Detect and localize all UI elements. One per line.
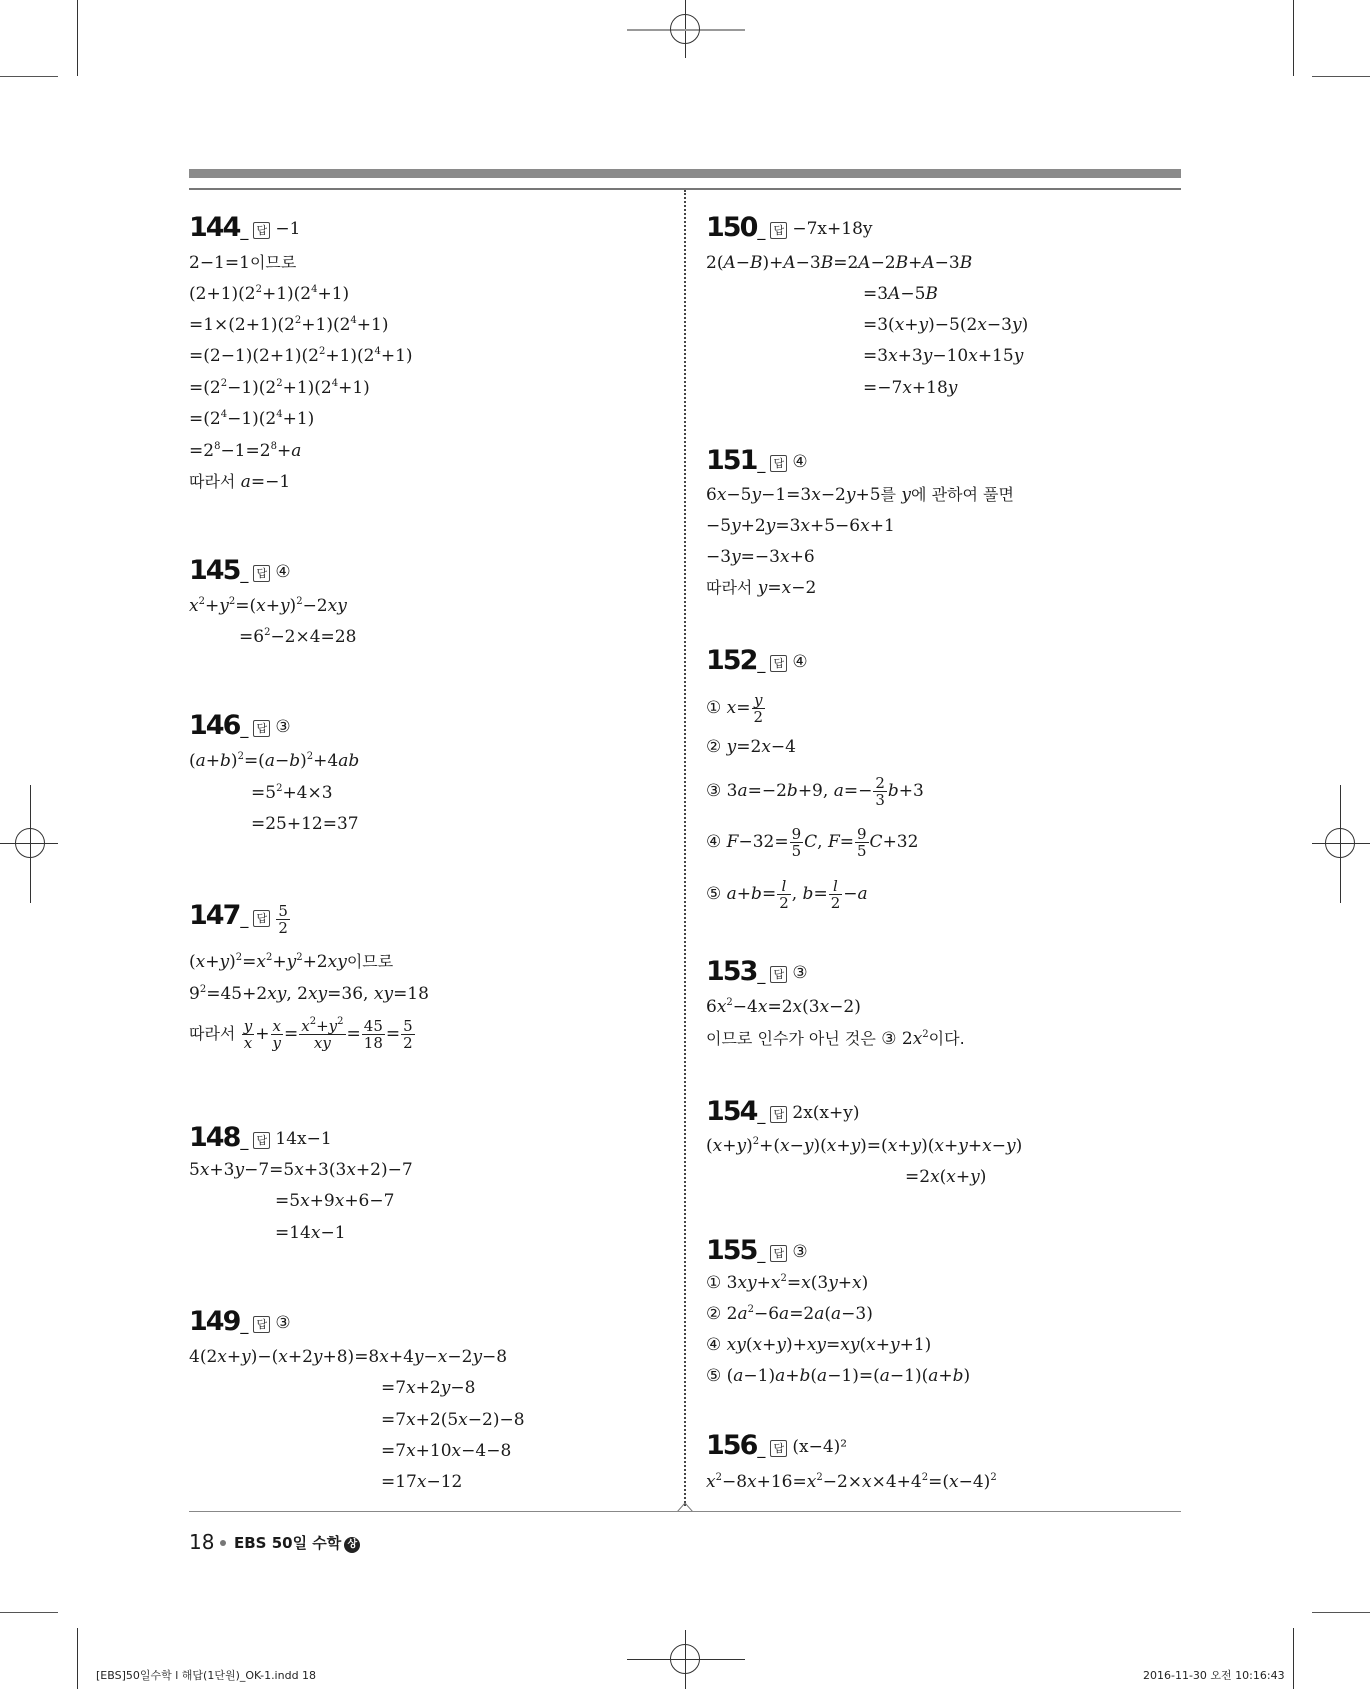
problem-number: 144_ xyxy=(189,212,249,243)
crop-mark xyxy=(1312,76,1370,77)
solution-line: −3y=−3x+6 xyxy=(706,547,815,567)
answer-label-icon: 답 xyxy=(253,1132,270,1149)
solution-line: =7x+2y−8 xyxy=(381,1378,476,1398)
solution-line: $=(2^2-1)(2^2+1)(2^4+1)$ xyxy=(189,378,370,398)
level-badge: 상 xyxy=(344,1537,360,1553)
solution-line: 2(A−B)+A−3B=2A−2B+A−3B xyxy=(706,253,973,273)
answer-label-icon: 답 xyxy=(770,1106,787,1123)
solution-line: ① $3xy+x^2=x(3y+x)$ xyxy=(706,1273,869,1293)
solution-line: ① x= $\frac{y}{2}$ xyxy=(706,691,764,726)
problem-number: 150_ xyxy=(706,212,766,243)
problem-150 xyxy=(706,212,873,243)
answer-label-icon: 답 xyxy=(253,565,270,582)
registration-mark-icon xyxy=(1325,828,1355,858)
solution-line: $=(2-1)(2+1)(2^2+1)(2^4+1)$ xyxy=(189,346,413,366)
solution-line: =3x+3y−10x+15y xyxy=(863,346,1024,366)
solution-line: =5x+9x+6−7 xyxy=(275,1191,395,1211)
solution-line: $9^2=45+2xy$, 2xy=36, xy=18 xyxy=(189,984,429,1004)
solution-line: ② y=2x−4 xyxy=(706,737,796,757)
answer: ④ xyxy=(792,652,808,672)
answer: (x−4)² xyxy=(792,1437,848,1457)
solution-line: $(x+y)^2+(x-y)(x+y)=(x+y)(x+y+x-y)$ xyxy=(706,1136,1023,1156)
answer: ④ xyxy=(275,562,291,582)
problem-number: 146_ xyxy=(189,710,249,741)
solution-line: =7x+2(5x−2)−8 xyxy=(381,1410,525,1430)
solution-line: $=1\times(2+1)(2^2+1)(2^4+1)$ xyxy=(189,315,389,335)
registration-mark-icon xyxy=(15,828,45,858)
problem-number: 149_ xyxy=(189,1306,249,1337)
header-bar xyxy=(189,169,1181,178)
problem-number: 151_ xyxy=(706,445,766,476)
page-number: 18 xyxy=(189,1530,215,1554)
crop-mark xyxy=(1293,0,1294,76)
solution-line: ⑤ a+b= $\frac{l}{2}$ , b= $\frac{l}{2}$ −a xyxy=(706,877,868,912)
problem-149 xyxy=(189,1306,291,1337)
footer-rule xyxy=(189,1511,1181,1512)
crop-mark xyxy=(77,1628,78,1689)
problem-number: 148_ xyxy=(189,1122,249,1153)
problem-number: 145_ xyxy=(189,555,249,586)
answer: ④ xyxy=(792,452,808,472)
answer-label-icon: 답 xyxy=(770,222,787,239)
problem-number: 154_ xyxy=(706,1096,766,1127)
solution-line: =3A−5B xyxy=(863,284,938,304)
solution-line: ④ xy(x+y)+xy=xy(x+y+1) xyxy=(706,1335,932,1355)
solution-line: 이므로 인수가 아닌 것은 ③ $2x^2$이다. xyxy=(706,1029,965,1049)
registration-mark-icon xyxy=(670,1644,700,1674)
solution-line: $(a+b)^2=(a-b)^2+4ab$ xyxy=(189,751,360,771)
solution-line: 따라서 a=−1 xyxy=(189,472,291,492)
problem-153 xyxy=(706,956,808,987)
problem-154 xyxy=(706,1096,859,1127)
crop-mark xyxy=(1293,1628,1294,1689)
solution-line: $=6^2-2\times 4=28$ xyxy=(239,627,357,647)
problem-number: 147_ xyxy=(189,900,249,931)
answer: $\frac{5}{2}$ xyxy=(278,902,288,937)
solution-line: =14x−1 xyxy=(275,1223,346,1243)
solution-line: $=5^2+4\times 3$ xyxy=(251,783,333,803)
answer: −1 xyxy=(275,219,301,239)
crop-mark xyxy=(77,0,78,76)
problem-152 xyxy=(706,645,808,676)
problem-147 xyxy=(189,900,291,936)
solution-line: ④ F−32= $\frac{9}{5}$ C, F= $\frac{9}{5}$ C+32 xyxy=(706,825,919,860)
problem-155 xyxy=(706,1235,808,1266)
answer-label-icon: 답 xyxy=(770,966,787,983)
answer-label-icon: 답 xyxy=(770,1440,787,1457)
solution-line: $x^2-8x+16=x^2-2\times x\times 4+4^2=(x-4)^2$ xyxy=(706,1472,997,1492)
print-slug-filename: [EBS]50일수학 l 해답(1단원)_OK-1.indd 18 xyxy=(96,1669,317,1682)
solution-line: 5x+3y−7=5x+3(3x+2)−7 xyxy=(189,1160,413,1180)
answer-label-icon: 답 xyxy=(253,910,270,927)
book-title: EBS 50일 수학 상 xyxy=(234,1532,360,1553)
answer-label-icon: 답 xyxy=(253,1316,270,1333)
crop-mark xyxy=(1312,1612,1370,1613)
bullet-icon xyxy=(220,1540,226,1546)
solution-line: =7x+10x−4−8 xyxy=(381,1441,512,1461)
problem-146 xyxy=(189,710,291,741)
problem-156 xyxy=(706,1430,847,1461)
solution-line: ③ 3a=−2b+9, a=− $\frac{2}{3}$ b+3 xyxy=(706,774,924,809)
solution-line: =−7x+18y xyxy=(863,378,958,398)
solution-line: =17x−12 xyxy=(381,1472,463,1492)
answer-label-icon: 답 xyxy=(770,455,787,472)
problem-number: 153_ xyxy=(706,956,766,987)
solution-line: 4(2x+y)−(x+2y+8)=8x+4y−x−2y−8 xyxy=(189,1347,508,1367)
solution-line: 2−1=1이므로 xyxy=(189,253,297,273)
problem-151 xyxy=(706,445,808,476)
solution-line: $6x^2-4x=2x(3x-2)$ xyxy=(706,997,861,1017)
registration-mark-icon xyxy=(670,14,700,44)
solution-line: $(2+1)(2^2+1)(2^4+1)$ xyxy=(189,284,350,304)
problem-number: 156_ xyxy=(706,1430,766,1461)
solution-line: =2x(x+y) xyxy=(905,1167,987,1187)
solution-line: $(x+y)^2=x^2+y^2+2xy$이므로 xyxy=(189,952,394,972)
answer: ③ xyxy=(792,1242,808,1262)
solution-line: 따라서 $\frac{y}{x}$ + $\frac{x}{y}$ = $\frac{x^2+y^2}{xy}$ = $\frac{45}{18}$ = $\frac{5}{2}$ xyxy=(189,1016,413,1052)
solution-line: 6x−5y−1=3x−2y+5를 y에 관하여 풀면 xyxy=(706,485,1014,505)
solution-line: −5y+2y=3x+5−6x+1 xyxy=(706,516,895,536)
answer-label-icon: 답 xyxy=(770,1245,787,1262)
problem-number: 152_ xyxy=(706,645,766,676)
solution-line: ② $2a^2-6a=2a(a-3)$ xyxy=(706,1304,873,1324)
answer-label-icon: 답 xyxy=(253,720,270,737)
answer: 2x(x+y) xyxy=(792,1103,860,1123)
answer: −7x+18y xyxy=(792,219,873,239)
solution-line: 따라서 y=x−2 xyxy=(706,578,817,598)
solution-line: =3(x+y)−5(2x−3y) xyxy=(863,315,1029,335)
answer: ③ xyxy=(275,1313,291,1333)
solution-line: =25+12=37 xyxy=(251,814,359,834)
answer-label-icon: 답 xyxy=(253,222,270,239)
solution-line: $=(2^4-1)(2^4+1)$ xyxy=(189,409,315,429)
answer: ③ xyxy=(275,717,291,737)
print-slug-timestamp: 2016-11-30 오전 10:16:43 xyxy=(1143,1669,1285,1682)
crop-mark xyxy=(0,1612,58,1613)
column-divider xyxy=(684,190,686,1506)
answer: ③ xyxy=(792,963,808,983)
solution-line: $=2^8-1=2^8+a$ xyxy=(189,441,302,461)
problem-148 xyxy=(189,1122,332,1153)
answer: 14x−1 xyxy=(275,1129,332,1149)
answer-label-icon: 답 xyxy=(770,655,787,672)
solution-line: ⑤ (a−1)a+b(a−1)=(a−1)(a+b) xyxy=(706,1366,971,1386)
problem-number: 155_ xyxy=(706,1235,766,1266)
problem-145 xyxy=(189,555,291,586)
crop-mark xyxy=(0,76,58,77)
solution-line: $x^2+y^2=(x+y)^2-2xy$ xyxy=(189,596,347,616)
problem-144 xyxy=(189,212,300,243)
